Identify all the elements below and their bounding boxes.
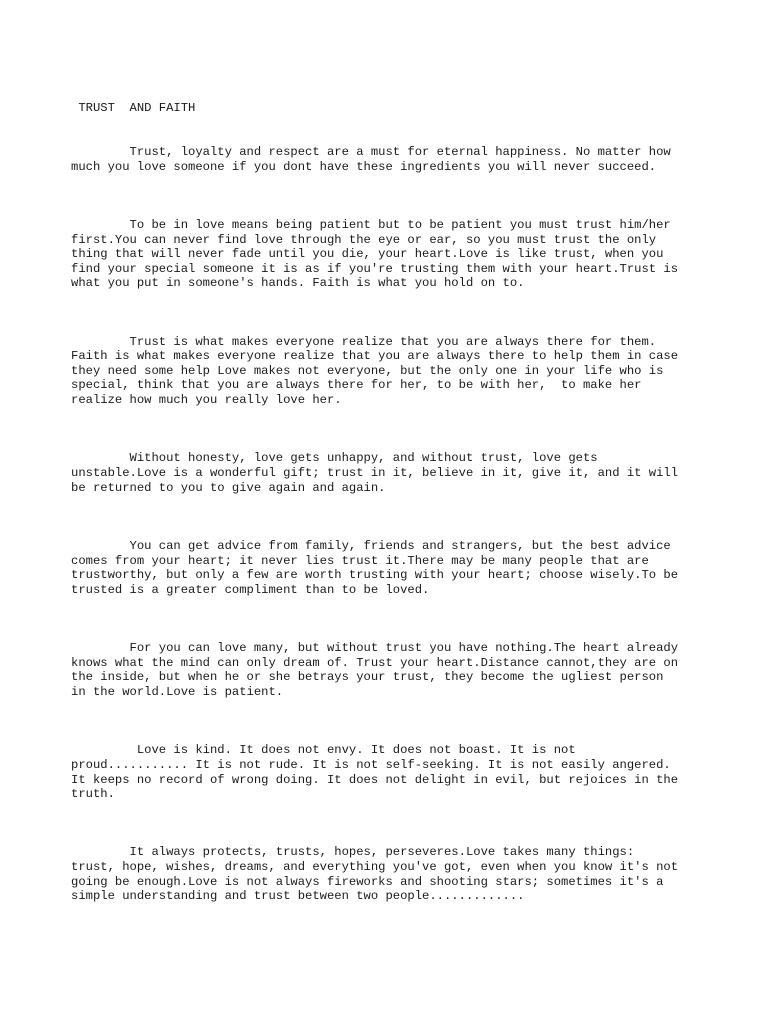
paragraph-8: It always protects, trusts, hopes, perseveres.Love takes many things: trust, hope, wishes, dreams, and everything you've got, even when you know it's not going be enough.Love is not always fireworks and shooting stars; sometimes it's a simple understanding and trust between two people............. [71,845,679,904]
paragraph-4: Without honesty, love gets unhappy, and without trust, love gets unstable.Love is a wonderful gift; trust in it, believe in it, give it, and it will be returned to you to give again and again. [71,451,679,495]
paragraph-3: Trust is what makes everyone realize that you are always there for them. Faith is what makes everyone realize that you are always there to help them in case they need some help Love makes not everyone, but the only one in your life who is special, think that you are always there for her, to be with her, to make her realize how much you really love her. [71,334,679,408]
paragraph-5: You can get advice from family, friends and strangers, but the best advice comes from your heart; it never lies trust it.There may be many people that are trustworthy, but only a few are worth trusting with your heart; choose wisely.To be trusted is a greater compliment than to be loved. [71,539,679,597]
document-title: TRUST AND FAITH [71,101,196,116]
paragraph-2: To be in love means being patient but to be patient you must trust him/her first.You can never find love through the eye or ear, so you must trust the only thing that will never fade until you die, your heart.Love is like trust, when you find your special someone it is as if you're trusting them with your heart.Trust is what you put in someone's hands. Faith is what you hold on to. [71,217,679,291]
paragraph-1: Trust, loyalty and respect are a must for eternal happiness. No matter how much you love someone if you dont have these ingredients you will never succeed. [71,144,671,174]
paragraph-6: For you can love many, but without trust you have nothing.The heart already knows what the mind can only dream of. Trust your heart.Distance cannot,they are on the inside, but when he or she betrays your trust, they become the ugliest person in the world.Love is patient. [71,641,679,699]
paragraph-7: Love is kind. It does not envy. It does not boast. It is not proud........... It is not rude. It is not self-seeking. It is not easily angered. It keeps no record of wrong doing. It does not delight in evil, but rejoices in the truth. [71,743,679,802]
document-body [71,72,711,948]
